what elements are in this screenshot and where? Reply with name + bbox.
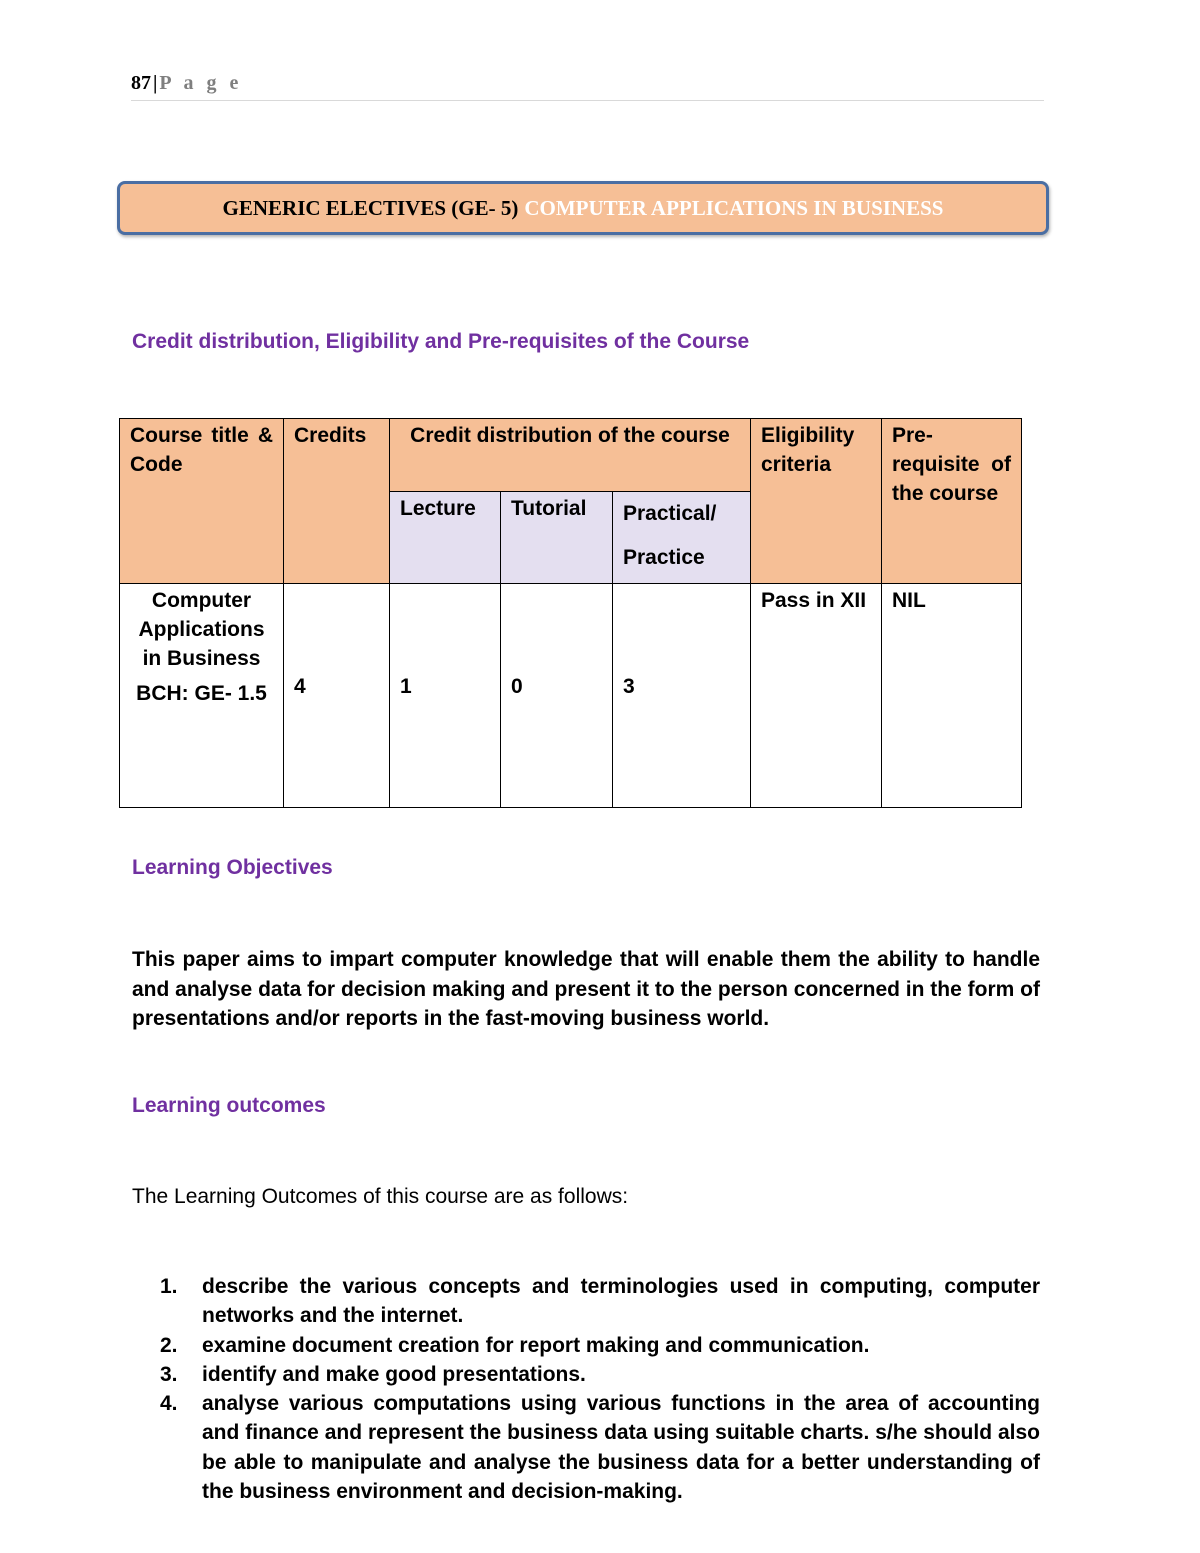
page-header xyxy=(131,72,1044,101)
cell-lecture-value: 1 xyxy=(400,675,412,698)
header-lecture-text: Lecture xyxy=(400,497,476,520)
list-item xyxy=(160,1331,1040,1360)
cell-eligibility-value: Pass in XII xyxy=(761,589,867,612)
cell-practical-value: 3 xyxy=(623,675,635,698)
list-item-text: identify and make good presentations. xyxy=(202,1362,586,1386)
header-credit-distribution-text: Credit distribution of the course xyxy=(410,424,730,447)
outcomes-list xyxy=(160,1272,1040,1506)
title-course-name: COMPUTER APPLICATIONS IN BUSINESS xyxy=(524,195,944,220)
header-practical-line2: Practice xyxy=(623,546,705,569)
list-item xyxy=(160,1389,1040,1506)
cell-course xyxy=(120,584,284,808)
header-eligibility-text: Eligibility criteria xyxy=(761,424,855,476)
outcomes-heading: Learning outcomes xyxy=(132,1094,326,1117)
cell-course-code: BCH: GE- 1.5 xyxy=(136,682,267,705)
cell-tutorial xyxy=(501,584,613,808)
cell-prerequisite xyxy=(882,584,1022,808)
list-item xyxy=(160,1360,1040,1389)
header-course-title xyxy=(120,419,284,584)
cell-tutorial-value: 0 xyxy=(511,675,523,698)
outcomes-intro: The Learning Outcomes of this course are as follows: xyxy=(132,1185,629,1208)
list-item-number: 3. xyxy=(160,1362,178,1386)
page-separator: | xyxy=(153,72,158,94)
header-credits xyxy=(284,419,390,584)
cell-credits xyxy=(284,584,390,808)
header-course-title-text: Course title & Code xyxy=(130,424,273,476)
page-number: 87 xyxy=(131,72,151,94)
title-prefix: GENERIC ELECTIVES (GE- 5) xyxy=(222,195,519,220)
cell-eligibility xyxy=(751,584,882,808)
list-item-number: 4. xyxy=(160,1392,178,1416)
list-item-text: describe the various concepts and terminologies used in computing, computer networks and the internet. xyxy=(202,1275,1040,1328)
cell-credits-value: 4 xyxy=(294,675,306,698)
header-credit-distribution xyxy=(390,419,751,492)
list-item xyxy=(160,1272,1040,1331)
cell-lecture xyxy=(390,584,501,808)
header-prerequisite-text: Pre- requisite of the course xyxy=(892,424,1011,505)
header-tutorial-text: Tutorial xyxy=(511,497,587,520)
credit-distribution-table xyxy=(119,418,1022,808)
objectives-heading: Learning Objectives xyxy=(132,856,333,879)
header-prerequisite xyxy=(882,419,1022,584)
cell-practical xyxy=(613,584,751,808)
header-tutorial xyxy=(501,492,613,584)
objectives-text: This paper aims to impart computer knowledge that will enable them the ability to handle and analyse data for decision making and present it to the person concerned in the form of presentations and/or reports in the fast-moving business world. xyxy=(132,948,1040,1030)
list-item-text: examine document creation for report making and communication. xyxy=(202,1333,870,1357)
header-practical-line1: Practical/ xyxy=(623,502,717,525)
header-practical xyxy=(613,492,751,584)
list-item-text: analyse various computations using various functions in the area of accounting and finance and represent the business data using suitable charts. s/he should also be able to manipulate and analyse the business data for a better understanding of the business environment and decision-making. xyxy=(202,1392,1040,1504)
cell-prerequisite-value: NIL xyxy=(892,589,926,612)
list-item-number: 1. xyxy=(160,1275,178,1298)
credit-section-heading: Credit distribution, Eligibility and Pre-requisites of the Course xyxy=(132,330,750,353)
course-title-banner xyxy=(117,181,1049,235)
cell-course-name: Computer Applications in Business xyxy=(138,589,265,670)
header-lecture xyxy=(390,492,501,584)
list-item-number: 2. xyxy=(160,1333,178,1357)
header-credits-text: Credits xyxy=(294,424,367,447)
page-label: P a g e xyxy=(159,72,243,94)
header-eligibility xyxy=(751,419,882,584)
